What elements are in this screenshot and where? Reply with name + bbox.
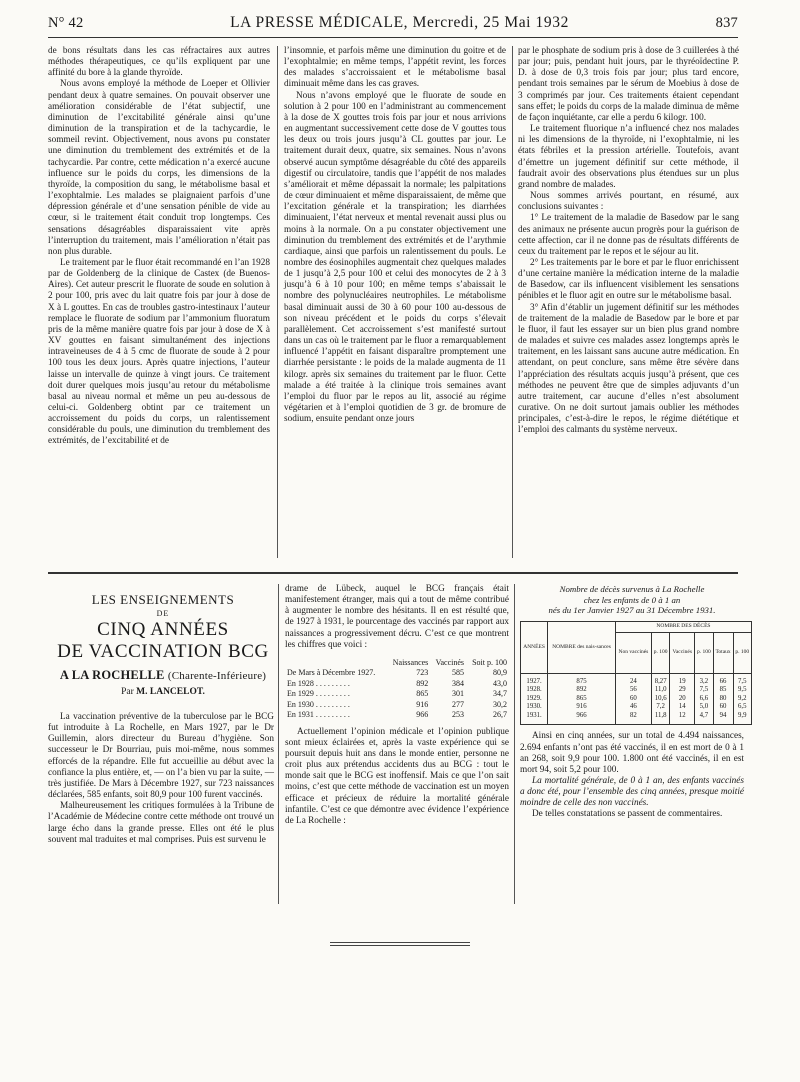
article-location	[48, 668, 278, 683]
deaths-table	[520, 621, 752, 726]
table-cell: 1927.	[521, 673, 548, 686]
table-row	[521, 703, 752, 712]
article-title-line-1: CINQ ANNÉES	[97, 619, 229, 640]
table-cell: 80,9	[493, 668, 507, 678]
article-column-3	[520, 584, 750, 904]
end-rule	[330, 945, 470, 946]
article-byline	[48, 687, 278, 697]
table-cell: 9,9	[733, 712, 751, 725]
paragraph: 3° Afin d’établir un jugement définitif sur les méthodes de traitement de la maladie de Basedow par le bore et par le fluor, il faut les essayer sur un bien plus grand nombre de malades et suivre ces malades assez longtemps après le traitement, en les laissant sans aucune autre médication. En attendant, on peut conclure, sans même être sévère dans l’appréciation des résultats acquis jusqu’à présent, que ces méthodes ne peuvent être que de simples adjuvants d’un autre traitement, car aucune d’elles n’est absolument curative. On ne doit surtout jamais oublier les méthodes principales, c’est-à-dire le repos, le régime diététique et l’emploi des calmants du système nerveux.	[518, 302, 739, 436]
table-cell: 892	[548, 686, 616, 695]
masthead: LA PRESSE MÉDICALE, Mercredi, 25 Mai 1932	[230, 14, 569, 31]
table-cell: 1929.	[521, 695, 548, 704]
page-number: 837	[715, 15, 738, 31]
article-column-1	[48, 712, 274, 912]
byline-prefix: Par	[121, 687, 134, 697]
table-row	[285, 700, 509, 711]
table-header: Vaccinés	[435, 657, 465, 667]
table-header: p. 100	[651, 632, 669, 673]
table-cell: 585	[452, 668, 465, 678]
table-cell: 94	[713, 712, 733, 725]
article-kicker: LES ENSEIGNEMENTS	[91, 592, 235, 607]
table-header: ANNÉES	[521, 621, 548, 673]
table-cell: 3,2	[695, 673, 713, 686]
paragraph: Ainsi en cinq années, sur un total de 4.494 naissances, 2.694 enfants n’ont pas été vaccinés, il en est mort de 0 à 1 an 268, soit 9,9 pour 100. 1.800 ont été vaccinés, il en est mort 94, soit 5,2 pour 100.	[520, 731, 744, 775]
column-divider	[278, 584, 279, 904]
column-divider	[512, 46, 513, 558]
table-cell: 301	[452, 689, 465, 699]
table-cell: 916	[548, 703, 616, 712]
table-cell: 7,5	[733, 673, 751, 686]
table-cell: 1930.	[521, 703, 548, 712]
table-cell: 5,0	[695, 703, 713, 712]
table-row	[521, 712, 752, 725]
table-cell: 85	[713, 686, 733, 695]
article-heading	[48, 592, 278, 697]
paragraph: Nous sommes arrivés pourtant, en résumé, aux conclusions suivantes :	[518, 191, 739, 213]
paragraph: Le traitement par le fluor était recommandé en l’an 1928 par de Goldenberg de la clinique de Castex (de Buenos-Aires). Cet auteur prescrit le fluorate de soude en solution à 2 pour 100, pris avec du lait quatre fois par jour à dose de X à L gouttes. En cas de troubles gastro-intestinaux l’auteur remplace le fluorate de sodium par l’ammonium fluoratum pris de la même manière quatre fois par jour à dose de X à XV gouttes en faisant simultanément des injections intraveineuses de 4 à 5 cmc de fluorate de soude à 2 pour 100 tous les deux jours. Après quatre injections, l’auteur laisse un intervalle de quinze à vingt jours. Ce traitement doit durer quelques mois jusqu’au retour du métabolisme basal au niveau normal et même un peu au-dessous de celui-ci. Goldenberg obtint par ce traitement un accroissement du poids du corps, un ralentissement considérable du pouls, une diminution du tremblement des extrémités, de l’excitabilité et de	[48, 257, 270, 447]
table-cell: 30,2	[493, 699, 507, 709]
table-cell: 1928.	[521, 686, 548, 695]
article-de: DE	[156, 609, 170, 618]
table-cell: 66	[713, 673, 733, 686]
table-cell: 253	[452, 710, 465, 720]
table-cell: 11,0	[651, 686, 669, 695]
upper-column-1	[48, 46, 270, 562]
table-cell: 723	[416, 668, 429, 678]
table-cell: 56	[615, 686, 651, 695]
paragraph: l’insomnie, et parfois même une diminution du goitre et de l’exophtalmie; en même temps, l’appétit revint, les forces des malades s’accroissaient et le métabolisme basal diminuait même dans les cas graves.	[284, 46, 506, 90]
table-header: NOMBRE DES DÉCÈS	[615, 621, 751, 632]
table-cell: 4,7	[695, 712, 713, 725]
location-region: (Charente-Inférieure)	[167, 670, 267, 682]
table-cell: 7,5	[695, 686, 713, 695]
table-cell: En 1929 . . . . . . . . .	[287, 689, 350, 699]
paragraph: Le traitement fluorique n’a influencé chez nos malades ni les dimensions de la thyroïde, ni l’exophtalmie, ni les états fébriles et la pression artérielle. Toutefois, avant d’émettre un jugement définitif sur cette méthode, il faudrait avoir des observations plus étendues sur un plus grand nombre de malades.	[518, 124, 739, 190]
table-cell: 277	[452, 699, 465, 709]
table-cell: En 1931 . . . . . . . . .	[287, 710, 350, 720]
issue-number: N° 42	[48, 15, 84, 31]
paragraph: 2° Les traitements par le bore et par le fluor enrichissent d’une certaine manière la médication interne de la maladie de Basedow, car ils influencent visiblement les sensations pénibles et le fluor agit en outre sur le métabolisme basal.	[518, 257, 739, 302]
upper-column-2	[284, 46, 506, 562]
table-header: Soit p. 100	[472, 657, 507, 667]
table-header-row	[285, 657, 509, 668]
table-row	[285, 679, 509, 690]
table-cell: 26,7	[493, 710, 507, 720]
paragraph: Nous n’avons employé que le fluorate de soude en solution à 2 pour 100 en l’administrant au commencement à la dose de X gouttes trois fois par jour et nous arrivions en augmentant successivement cette dose de V gouttes tous les deux ou trois jours jusqu’à CL gouttes par jour. Le traitement durait deux, quatre, six semaines. Nous n’avons observé aucun symptôme désagréable du côté des appareils digestif ou circulatoire, tandis que l’appétit de nos malades s’améliorait et même dépassait la normale; les palpitations de cœur diminuaient et même disparaissaient, de même que l’excitation générale et la transpiration; les diarrhées diminuaient, l’état nerveux et mental revenait aussi plus ou moins à la normale. On a pu constater objectivement une diminution du tremblement des extrémités et de l’arythmie cardiaque, ainsi que parfois un ralentissement du pouls. Le nombre des éosinophiles augmentait chez quelques malades de 1 jusqu’à 2,5 pour 100 et celui des monocytes de 2 à 3 jusqu’à 6 à 10 pour 100; en même temps s’abaissait le nombre des polynucléaires neutrophiles. Le métabolisme basal diminuait aussi de 30 à 60 pour 100 au-dessous de son niveau précédent et le poids du corps s’élevait parallèlement. Cet accroissement s’est manifesté surtout dans un cas où le traitement par le fluor a remarquablement influencé l’appétit en faisant disparaître promptement une diarrhée persistante : le poids de la malade augmenta de 11 kilogr. après six semaines du traitement par le fluor. Cette malade a été traitée à la clinique trois semaines avant l’emploi du fluor par le repos au lit, associé au régime végétarien et à l’emploi quotidien de 3 gr. de bromure de sodium, ensuite pendant onze jours	[284, 90, 506, 425]
section-rule	[48, 572, 738, 574]
table-header: Naissances	[392, 657, 429, 667]
paragraph: 1° Le traitement de la maladie de Basedow par le sang des animaux ne présente aucun progrès pour la guérison de cette affection, car il ne donne pas de résultats différents de ceux du traitement par le repos et le séjour au lit.	[518, 213, 739, 257]
table-cell: 14	[670, 703, 695, 712]
upper-column-3	[518, 46, 739, 562]
paragraph: de bons résultats dans les cas réfractaires aux autres méthodes thérapeutiques, ce qu’ils expliquent par une affinité du bore à la glande thyroïde.	[48, 46, 270, 79]
paragraph: La vaccination préventive de la tuberculose par le BCG fut introduite à La Rochelle, en Mars 1927, par le Dr Guillemin, alors directeur du Bureau d’hygiène. Son successeur le Dr Bourriau, puis moi-même, nous sommes efforcés de la répandre. Elle fut accueillie au début avec la confiance la plus entière, et, — on l’a bien vu par la suite, — très justifiée. De Mars à Décembre 1927, sur 723 naissances déclarées, 585 enfants, soit 80,9 pour 100 furent vaccinés.	[48, 712, 274, 801]
end-rule	[330, 942, 470, 943]
table-cell: 9,2	[733, 695, 751, 704]
table-header: Totaux	[713, 632, 733, 673]
table-header: NOMBRE des nais-sances	[548, 621, 616, 673]
table-cell: 8,27	[651, 673, 669, 686]
paragraph: La mortalité générale, de 0 à 1 an, des enfants vaccinés a donc été, pour l’ensemble des cinq années, presque moitié moindre de celle des non vaccinés.	[520, 775, 744, 809]
table-cell: En 1928 . . . . . . . . .	[287, 678, 350, 688]
article-title-line-2: DE VACCINATION BCG	[57, 641, 269, 662]
table-cell: 11,8	[651, 712, 669, 725]
table-row	[521, 673, 752, 686]
table-header: p. 100	[695, 632, 713, 673]
table-cell: 892	[416, 678, 429, 688]
paragraph: par le phosphate de sodium pris à dose de 3 cuillerées à thé par jour; puis, pendant huit jours, par le thyréoïdectine P. D. à dose de 0,3 trois fois par jour; plus tard encore, pendant trois semaines par le sérum de Moebius à dose de 3 comprimés par jour. Ces traitements étaient cependant sans effet; le poids du corps de la malade diminua de même de façon inquiétante, car elle a perdu 6 kilogr. 100.	[518, 46, 739, 123]
caption-line: nés du 1er Janvier 1927 au 31 Décembre 1931.	[548, 605, 716, 615]
table-cell: 20	[670, 695, 695, 704]
table-header: p. 100	[733, 632, 751, 673]
table-cell: 10,6	[651, 695, 669, 704]
table-cell: 24	[615, 673, 651, 686]
table-cell: 80	[713, 695, 733, 704]
header-rule	[48, 37, 738, 38]
table-cell: 6,6	[695, 695, 713, 704]
table-header: Non vaccinés	[615, 632, 651, 673]
paragraph: De telles constatations se passent de commentaires.	[532, 809, 723, 820]
article-column-2	[285, 584, 509, 904]
table-cell: 966	[548, 712, 616, 725]
table-cell: 7,2	[651, 703, 669, 712]
table-cell: 916	[416, 699, 429, 709]
table-row	[285, 668, 509, 679]
table-header	[285, 657, 387, 668]
table-header: Vaccinés	[670, 632, 695, 673]
caption-line: Nombre de décès survenus à La Rochelle	[559, 584, 705, 594]
table-header-row	[521, 621, 752, 632]
paragraph: Actuellement l’opinion médicale et l’opinion publique sont mieux éclairées et, après la vaste expérience qui se poursuit depuis huit ans dans le monde entier, personne ne croit plus aux prétendus accidents dus au BCG : tout le monde sait que le BCG est inoffensif. Mais ce que l’on sait moins, c’est que cette méthode de vaccination est un moyen efficace et précieux de réduire la mortalité générale infantile. C’est ce que démontre avec évidence l’expérience de La Rochelle :	[285, 726, 509, 826]
caption-line: chez les enfants de 0 à 1 an	[583, 594, 681, 605]
page-header	[48, 14, 738, 36]
location-name: A LA ROCHELLE	[59, 668, 165, 682]
table-cell: 966	[416, 710, 429, 720]
table-cell: 865	[416, 689, 429, 699]
table-cell: 46	[615, 703, 651, 712]
table-cell: 12	[670, 712, 695, 725]
table-cell: 43,0	[493, 678, 507, 688]
table-cell: De Mars à Décembre 1927.	[287, 668, 376, 678]
table-cell: 29	[670, 686, 695, 695]
table-cell: 82	[615, 712, 651, 725]
paragraph: Malheureusement les critiques formulées à la Tribune de l’Académie de Médecine contre cette méthode ont trouvé un large écho dans la grande presse. Elles ont été le plus souvent mal traduites et mal comprises. Puis est survenu le	[48, 801, 274, 845]
table-cell: 6,5	[733, 703, 751, 712]
table-row	[521, 686, 752, 695]
table-cell: 1931.	[521, 712, 548, 725]
vaccination-table	[285, 657, 509, 721]
table-cell: 875	[548, 673, 616, 686]
table-cell: En 1930 . . . . . . . . .	[287, 699, 350, 709]
table-row	[285, 689, 509, 700]
table-cell: 384	[452, 678, 465, 688]
table-row	[285, 710, 509, 721]
column-divider	[277, 46, 278, 558]
table-cell: 34,7	[493, 689, 507, 699]
table-cell: 9,5	[733, 686, 751, 695]
table-row	[521, 695, 752, 704]
column-divider	[514, 584, 515, 904]
paragraph: Nous avons employé la méthode de Loeper et Ollivier pendant deux à quatre semaines. On pouvait observer une amélioration considérable de l’état subjectif, une diminution de l’excitabilité générale ainsi qu’une diminution de la transpiration et de la tachycardie, le sommeil revint. Objectivement, nous avons pu constater une diminution du tremblement des extrémités et de la tachycardie. Par contre, cette médication n’a exercé aucune influence sur le poids du corps, les dimensions de la thyroïde, la composition du sang, le métabolisme basal et l’exophtalmie. Les malades se plaignaient parfois d’une dépression générale et d’une sensation pénible de vide au cœur, si le traitement était conduit trop longtemps. Ces sensations désagréables disparaissaient vite après l’interruption du traitement, mais l’amélioration n’était pas non plus durable.	[48, 79, 270, 257]
author-name: M. LANCELOT.	[136, 687, 205, 697]
paragraph: drame de Lübeck, auquel le BCG français était manifestement étranger, mais qui a tout de même contribué à augmenter le nombre des hésitants. Il en est résulté que, de 1927 à 1931, le pourcentage des vaccinés par rapport aux naissances a progressivement décru. C’est ce que montrent les chiffres que voici :	[285, 584, 509, 650]
table-cell: 19	[670, 673, 695, 686]
table-cell: 865	[548, 695, 616, 704]
table-caption	[520, 584, 744, 616]
table-cell: 60	[615, 695, 651, 704]
table-cell: 60	[713, 703, 733, 712]
